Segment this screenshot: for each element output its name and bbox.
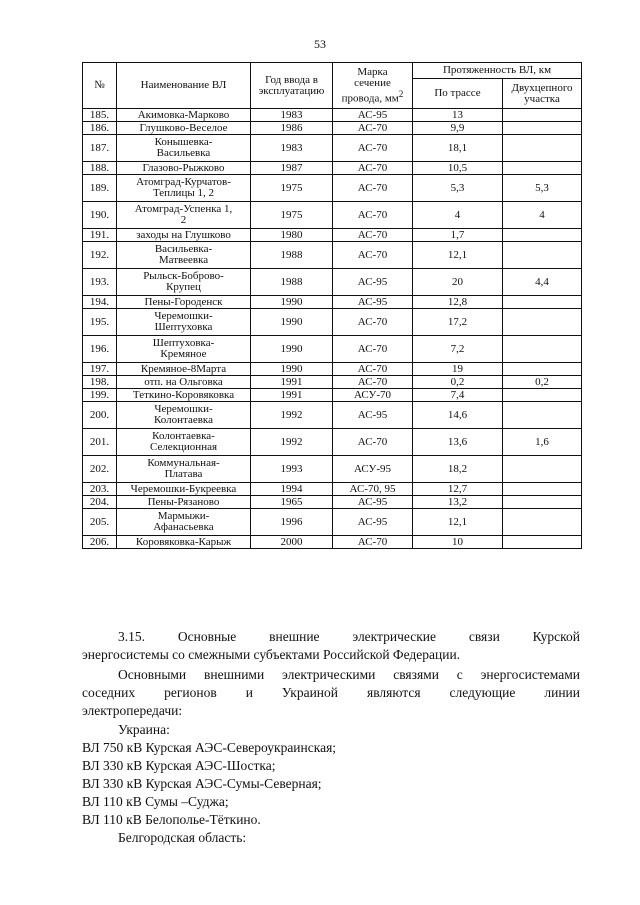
header-brand-line2: сечение: [354, 76, 391, 89]
route-length: 0,2: [413, 376, 503, 389]
line-name: заходы на Глушково: [117, 229, 251, 242]
double-circuit-length: 4,4: [503, 269, 582, 296]
header-line-name: Наименование ВЛ: [117, 63, 251, 109]
double-circuit-length: [503, 242, 582, 269]
row-number: 191.: [83, 229, 117, 242]
wire-brand: АС-70: [333, 309, 413, 336]
section-heading: [82, 628, 580, 664]
line-item: ВЛ 750 кВ Курская АЭС-Североукраинская;: [82, 740, 337, 755]
route-length: 18,2: [413, 456, 503, 483]
table-row: [83, 175, 582, 202]
page-number: 53: [314, 37, 326, 51]
wire-brand: АС-70: [333, 536, 413, 549]
route-length: 13,6: [413, 429, 503, 456]
double-circuit-length: 0,2: [503, 376, 582, 389]
intro-line2: соседних регионов и Украиной являются следующие линии: [82, 685, 580, 700]
wire-brand: АС-95: [333, 296, 413, 309]
line-name: Черемошки-Букреевка: [117, 483, 251, 496]
line-name: Рыльск-Боброво- Крупец: [117, 269, 251, 296]
route-length: 13: [413, 109, 503, 122]
wire-brand: АС-95: [333, 509, 413, 536]
row-number: 190.: [83, 202, 117, 229]
commission-year: 1990: [251, 363, 333, 376]
row-number: 196.: [83, 336, 117, 363]
intro-paragraph: [82, 666, 580, 720]
route-length: 4: [413, 202, 503, 229]
header-brand-line3: провода, мм: [341, 92, 399, 105]
commission-year: 1990: [251, 296, 333, 309]
row-number: 201.: [83, 429, 117, 456]
table-row: [83, 376, 582, 389]
commission-year: 1991: [251, 376, 333, 389]
table-row: [83, 202, 582, 229]
header-length-group: Протяженность ВЛ, км: [413, 63, 582, 79]
route-length: 13,2: [413, 496, 503, 509]
double-circuit-length: [503, 162, 582, 175]
row-number: 186.: [83, 122, 117, 135]
route-length: 10: [413, 536, 503, 549]
header-brand-superscript: 2: [398, 88, 404, 99]
table-row: [83, 269, 582, 296]
line-name: Пены-Рязаново: [117, 496, 251, 509]
intro-line1: Основными внешними электрическими связями с энергосистемами: [118, 667, 580, 682]
wire-brand: АС-70: [333, 162, 413, 175]
row-number: 189.: [83, 175, 117, 202]
line-name: Черемошки- Шептуховка: [117, 309, 251, 336]
table-row: [83, 509, 582, 536]
commission-year: 1988: [251, 242, 333, 269]
header-number: №: [83, 63, 117, 109]
line-item: ВЛ 330 кВ Курская АЭС-Шостка;: [82, 758, 276, 773]
route-length: 9,9: [413, 122, 503, 135]
table-body: [83, 109, 582, 549]
row-number: 205.: [83, 509, 117, 536]
row-number: 197.: [83, 363, 117, 376]
wire-brand: АС-95: [333, 269, 413, 296]
double-circuit-length: [503, 402, 582, 429]
route-length: 12,7: [413, 483, 503, 496]
double-circuit-length: 5,3: [503, 175, 582, 202]
table-row: [83, 429, 582, 456]
table-row: [83, 336, 582, 363]
table-row: [83, 162, 582, 175]
table-row: [83, 389, 582, 402]
ukraine-heading: Украина:: [118, 722, 170, 737]
table-row: [83, 242, 582, 269]
commission-year: 1987: [251, 162, 333, 175]
header-brand-line1: Марка: [357, 65, 388, 78]
commission-year: 1975: [251, 202, 333, 229]
commission-year: 1994: [251, 483, 333, 496]
row-number: 194.: [83, 296, 117, 309]
row-number: 188.: [83, 162, 117, 175]
wire-brand: АС-95: [333, 109, 413, 122]
row-number: 192.: [83, 242, 117, 269]
double-circuit-length: [503, 336, 582, 363]
commission-year: 1990: [251, 309, 333, 336]
double-circuit-length: [503, 229, 582, 242]
commission-year: 1983: [251, 135, 333, 162]
belgorod-heading: Белгородская область:: [118, 830, 247, 845]
header-double-line2: участка: [524, 92, 560, 105]
commission-year: 1988: [251, 269, 333, 296]
line-name: Кремяное-8Марта: [117, 363, 251, 376]
header-wire-brand: [333, 63, 413, 109]
table-row: [83, 296, 582, 309]
commission-year: 1990: [251, 336, 333, 363]
line-name: отп. на Ольговка: [117, 376, 251, 389]
table-row: [83, 309, 582, 336]
line-name: Коммунальная- Платава: [117, 456, 251, 483]
wire-brand: АС-70: [333, 135, 413, 162]
double-circuit-length: [503, 483, 582, 496]
line-item: ВЛ 110 кВ Белополье-Тёткино.: [82, 812, 261, 827]
table-row: [83, 363, 582, 376]
table-row: [83, 122, 582, 135]
section-heading-line1: 3.15. Основные внешние электрические связи Курской: [118, 629, 580, 644]
intro-line3: электропередачи:: [82, 703, 183, 718]
route-length: 19: [413, 363, 503, 376]
row-number: 198.: [83, 376, 117, 389]
route-length: 12,8: [413, 296, 503, 309]
commission-year: 1980: [251, 229, 333, 242]
double-circuit-length: [503, 135, 582, 162]
line-name: Черемошки- Колонтаевка: [117, 402, 251, 429]
commission-year: 1991: [251, 389, 333, 402]
wire-brand: АС-70, 95: [333, 483, 413, 496]
wire-brand: АС-95: [333, 496, 413, 509]
commission-year: 1965: [251, 496, 333, 509]
wire-brand: АС-70: [333, 376, 413, 389]
line-name: Глазово-Рыжково: [117, 162, 251, 175]
route-length: 12,1: [413, 242, 503, 269]
route-length: 17,2: [413, 309, 503, 336]
wire-brand: АСУ-70: [333, 389, 413, 402]
wire-brand: АС-70: [333, 429, 413, 456]
power-lines-table: [82, 62, 582, 549]
commission-year: 1992: [251, 402, 333, 429]
route-length: 7,2: [413, 336, 503, 363]
wire-brand: АС-70: [333, 229, 413, 242]
commission-year: 1996: [251, 509, 333, 536]
route-length: 12,1: [413, 509, 503, 536]
commission-year: 1993: [251, 456, 333, 483]
double-circuit-length: 1,6: [503, 429, 582, 456]
header-year-line1: Год ввода в: [265, 73, 318, 86]
double-circuit-length: [503, 509, 582, 536]
row-number: 203.: [83, 483, 117, 496]
table-row: [83, 496, 582, 509]
line-name: Колонтаевка- Селекционная: [117, 429, 251, 456]
line-name: Глушково-Веселое: [117, 122, 251, 135]
commission-year: 1992: [251, 429, 333, 456]
wire-brand: АС-70: [333, 363, 413, 376]
line-name: Пены-Городенск: [117, 296, 251, 309]
header-route: По трассе: [413, 79, 503, 109]
header-double-circuit: [503, 79, 582, 109]
wire-brand: АС-70: [333, 175, 413, 202]
table-row: [83, 536, 582, 549]
route-length: 5,3: [413, 175, 503, 202]
line-name: Шептуховка- Кремяное: [117, 336, 251, 363]
header-year: [251, 63, 333, 109]
table-row: [83, 402, 582, 429]
commission-year: 1983: [251, 109, 333, 122]
commission-year: 2000: [251, 536, 333, 549]
row-number: 185.: [83, 109, 117, 122]
line-name: Атомград-Курчатов- Теплицы 1, 2: [117, 175, 251, 202]
line-name: Коровяковка-Карыж: [117, 536, 251, 549]
wire-brand: АСУ-95: [333, 456, 413, 483]
line-name: Теткино-Коровяковка: [117, 389, 251, 402]
wire-brand: АС-70: [333, 336, 413, 363]
wire-brand: АС-70: [333, 122, 413, 135]
double-circuit-length: [503, 109, 582, 122]
line-item: ВЛ 330 кВ Курская АЭС-Сумы-Северная;: [82, 776, 322, 791]
section-heading-line2: энергосистемы со смежными субъектами Российской Федерации.: [82, 647, 461, 662]
double-circuit-length: [503, 309, 582, 336]
double-circuit-length: 4: [503, 202, 582, 229]
table-row: [83, 483, 582, 496]
double-circuit-length: [503, 296, 582, 309]
double-circuit-length: [503, 456, 582, 483]
double-circuit-length: [503, 389, 582, 402]
line-item: ВЛ 110 кВ Сумы –Суджа;: [82, 794, 229, 809]
row-number: 187.: [83, 135, 117, 162]
line-name: Акимовка-Марково: [117, 109, 251, 122]
header-double-line1: Двухцепного: [511, 81, 573, 94]
row-number: 206.: [83, 536, 117, 549]
wire-brand: АС-70: [333, 242, 413, 269]
route-length: 18,1: [413, 135, 503, 162]
line-name: Атомград-Успенка 1, 2: [117, 202, 251, 229]
row-number: 204.: [83, 496, 117, 509]
route-length: 7,4: [413, 389, 503, 402]
route-length: 10,5: [413, 162, 503, 175]
commission-year: 1975: [251, 175, 333, 202]
double-circuit-length: [503, 363, 582, 376]
table-row: [83, 456, 582, 483]
row-number: 199.: [83, 389, 117, 402]
route-length: 14,6: [413, 402, 503, 429]
wire-brand: АС-70: [333, 202, 413, 229]
header-year-line2: эксплуатацию: [258, 84, 325, 97]
route-length: 20: [413, 269, 503, 296]
table-row: [83, 109, 582, 122]
ukraine-block: [82, 721, 580, 847]
commission-year: 1986: [251, 122, 333, 135]
table-row: [83, 135, 582, 162]
wire-brand: АС-95: [333, 402, 413, 429]
route-length: 1,7: [413, 229, 503, 242]
row-number: 193.: [83, 269, 117, 296]
row-number: 200.: [83, 402, 117, 429]
row-number: 195.: [83, 309, 117, 336]
line-name: Конышевка- Васильевка: [117, 135, 251, 162]
double-circuit-length: [503, 496, 582, 509]
row-number: 202.: [83, 456, 117, 483]
double-circuit-length: [503, 122, 582, 135]
line-name: Васильевка- Матвеевка: [117, 242, 251, 269]
table-row: [83, 229, 582, 242]
line-name: Мармыжи- Афанасьевка: [117, 509, 251, 536]
double-circuit-length: [503, 536, 582, 549]
